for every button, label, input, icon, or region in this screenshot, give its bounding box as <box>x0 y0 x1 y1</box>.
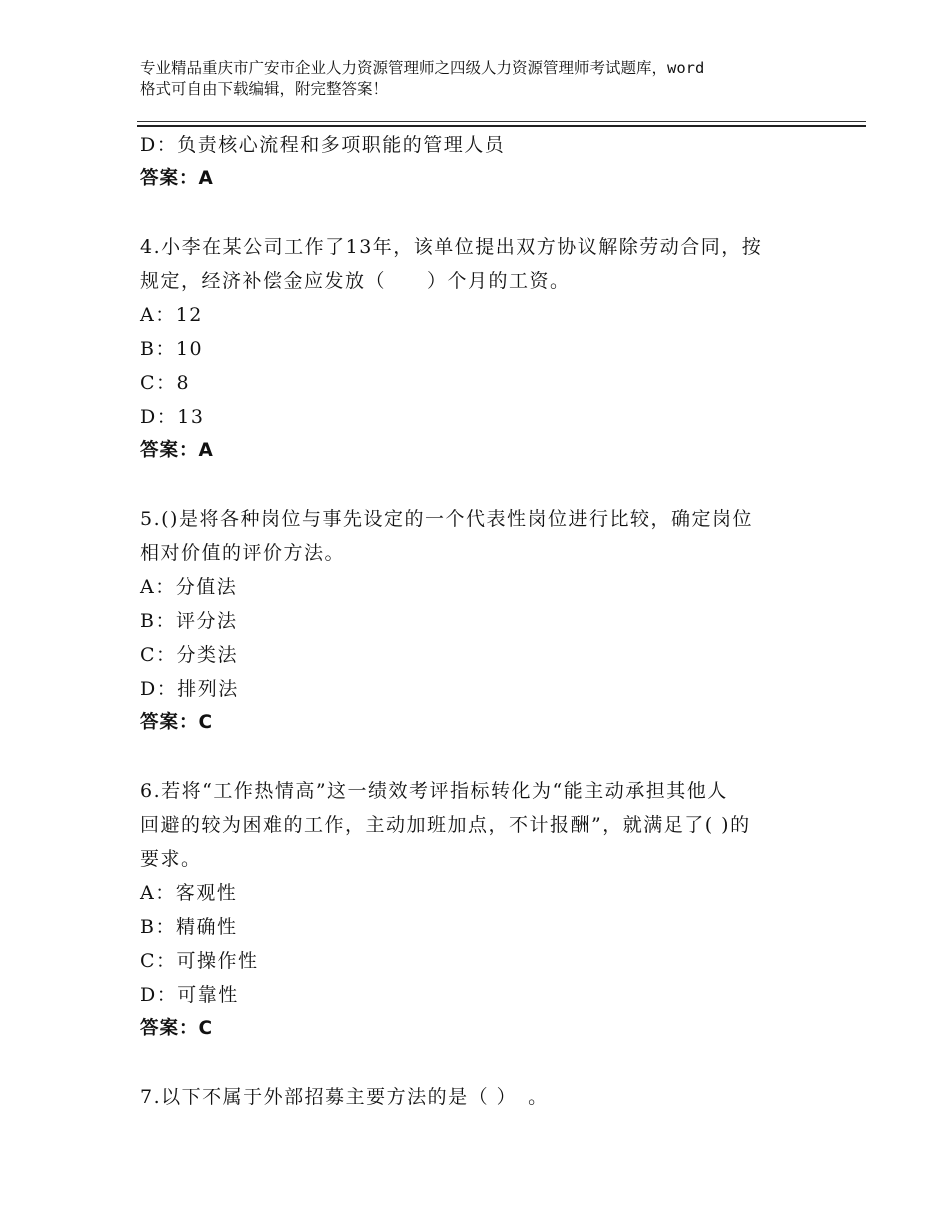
question-text-line: 回避的较为困难的工作，主动加班加点，不计报酬”，就满足了( )的 <box>140 814 751 836</box>
option-a: A：分值法 <box>140 576 238 598</box>
question-text-line: 相对价值的评价方法。 <box>140 542 346 564</box>
question-7 <box>140 1080 820 1114</box>
question-6 <box>140 774 820 1046</box>
option-d: D：可靠性 <box>140 984 239 1006</box>
option-c: C：分类法 <box>140 644 239 666</box>
option-d: D：负责核心流程和多项职能的管理人员 <box>140 134 506 156</box>
question-text-line: 5.()是将各种岗位与事先设定的一个代表性岗位进行比较，确定岗位 <box>140 508 753 530</box>
option-a: A：12 <box>140 304 203 326</box>
answer-label: 答案：C <box>140 1018 214 1039</box>
header-divider-thin <box>137 121 866 122</box>
option-d: D：13 <box>140 406 205 428</box>
option-b: B：10 <box>140 338 204 360</box>
question-text-line: 7.以下不属于外部招募主要方法的是（ ） 。 <box>140 1086 549 1108</box>
question-text-line: 规定，经济补偿金应发放（ ）个月的工资。 <box>140 270 571 292</box>
option-c: C：可操作性 <box>140 950 259 972</box>
question-text-line: 要求。 <box>140 848 202 870</box>
option-d: D：排列法 <box>140 678 239 700</box>
answer-label: 答案：C <box>140 712 214 733</box>
header-line-2: 格式可自由下载编辑，附完整答案！ <box>140 80 389 98</box>
question-text-line: 6.若将“工作热情高”这一绩效考评指标转化为“能主动承担其他人 <box>140 780 728 802</box>
option-b: B：精确性 <box>140 916 238 938</box>
document-body <box>140 128 820 1114</box>
document-header <box>140 58 830 100</box>
question-4 <box>140 230 820 468</box>
option-a: A：客观性 <box>140 882 238 904</box>
answer-label: 答案：A <box>140 440 214 461</box>
option-b: B：评分法 <box>140 610 238 632</box>
option-c: C：8 <box>140 372 191 394</box>
answer-label: 答案：A <box>140 168 214 189</box>
question-text-line: 4.小李在某公司工作了13年，该单位提出双方协议解除劳动合同，按 <box>140 236 763 258</box>
header-divider-thick <box>137 125 866 127</box>
header-line-1: 专业精品重庆市广安市企业人力资源管理师之四级人力资源管理师考试题库，word <box>140 59 705 77</box>
question-5 <box>140 502 820 740</box>
previous-question-tail <box>140 128 820 196</box>
